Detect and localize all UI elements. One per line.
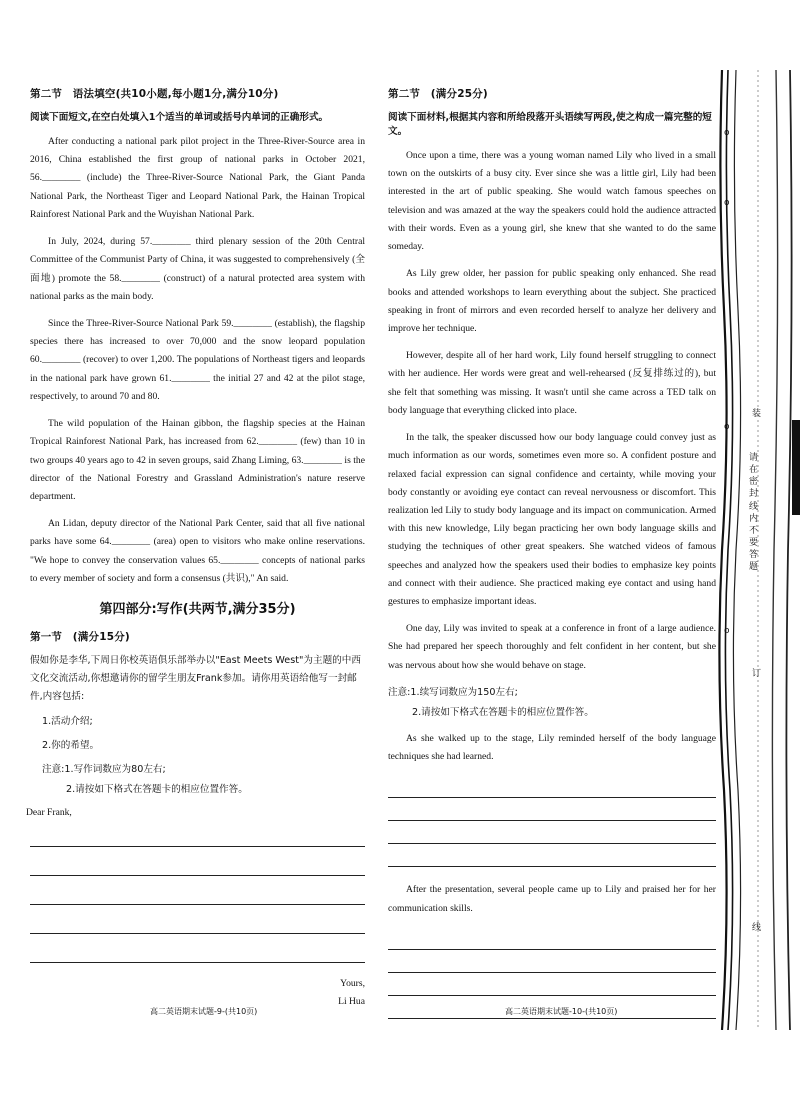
answer-line	[30, 905, 365, 934]
continuation-note: 2.请按如下格式在答题卡的相应位置作答。	[412, 706, 594, 718]
answer-lines	[30, 818, 365, 963]
answer-line	[388, 950, 716, 973]
answer-line	[388, 927, 716, 950]
continuation-instruction: 阅读下面材料,根据其内容和所给段落开头语续写两段,使之构成一篇完整的短文。	[388, 112, 712, 137]
answer-line	[388, 821, 716, 844]
grammar-section-heading: 第二节 语法填空(共10小题,每小题1分,满分10分)	[30, 88, 279, 100]
passage-paragraph: The wild population of the Hainan gibbon, the flagship species at the Hainan Tropical Rainforest National Park, has increased from 62.________ (few) than 10 in two groups 40 years ago to 42 in seven groups, said Zhang Liming, 63.________ is the director of the National Forestry and Grassland Administration's nature reserve department.	[30, 418, 365, 502]
story-paragraph: However, despite all of her hard work, Lily found herself struggling to connect with her audience. Her words were great and well-rehearsed (反复排练过的), but she felt that something was missing. It wasn't until she came across a TED talk on body language that everything clicked into place.	[388, 350, 716, 416]
binding-mark: 订	[752, 669, 762, 679]
signature: Li Hua	[338, 995, 365, 1007]
story-paragraph: One day, Lily was invited to speak at a conference in front of a large audience. She had prepared her speech thoroughly and felt confident in her content, but she was nervous about how she would behave on stage.	[388, 623, 716, 671]
task-item: 1.活动介绍;	[42, 715, 93, 727]
answer-line	[30, 934, 365, 963]
answer-line	[388, 973, 716, 996]
continuation-section-heading: 第二节 (满分25分)	[388, 88, 488, 100]
passage-paragraph: Since the Three-River-Source National Park 59.________ (establish), the flagship species there has increased to over 70,000 and the snow leopard population 60.________ (recover) to over 1,200. The populations of Northeast tigers and leopards in the national park have grown 61.________ the initial 27 and 42 at the pilot stage, respectively, to around 70 and 80.	[30, 317, 365, 402]
answer-lines	[388, 775, 716, 867]
grammar-instruction: 阅读下面短文,在空白处填入1个适当的单词或括号内单词的正确形式。	[30, 112, 329, 123]
story-paragraph: As Lily grew older, her passion for public speaking only enhanced. She read books and attended workshops to learn everything about the subject. She practiced speaking in front of mirrors and even recorded herself to analyze her delivery and improve her technique.	[388, 268, 716, 334]
binding-dark-tab	[792, 420, 800, 515]
answer-line	[388, 775, 716, 798]
continuation-para2-start: After the presentation, several people came up to Lily and praised her for her communication skills.	[388, 884, 716, 914]
passage-paragraph: In July, 2024, during 57.________ third plenary session of the 20th Central Committee of the Communist Party of China, it was suggested to comprehensively (全面地) promote the 58.________ (construct) of a natural protected area system with national parks as the main body.	[30, 236, 365, 302]
task-item: 2.你的希望。	[42, 739, 100, 751]
answer-lines	[388, 927, 716, 1019]
answer-line	[388, 798, 716, 821]
binding-mark: o	[724, 626, 730, 636]
story-paragraph: Once upon a time, there was a young woman named Lily who lived in a small town on the outskirts of a busy city. Ever since she was a little girl, Lily had been interested in the art of public speaking. She would watch famous speeches on television and was amazed at the way the speakers could hold the audience attracted with their words. Even as a young girl, she knew that she wanted to do the same someday.	[388, 150, 716, 253]
binding-margin	[718, 70, 800, 1030]
binding-lines	[718, 70, 800, 1030]
continuation-para1-start: As she walked up to the stage, Lily reminded herself of the body language techniques she had learned.	[388, 732, 716, 763]
writing-task-prompt: 假如你是李华,下周日你校英语俱乐部举办以"East Meets West"为主题的中西文化交流活动,你想邀请你的留学生朋友Frank参加。请你用英语给他写一封邮件,内容包括:	[30, 655, 361, 703]
answer-line	[30, 876, 365, 905]
letter-salutation: Dear Frank,	[26, 806, 72, 818]
binding-mark: o	[724, 128, 730, 138]
answer-line	[30, 847, 365, 876]
story-paragraph: In the talk, the speaker discussed how our body language could convey just as much information as our words, sometimes even more so. A confident posture and relaxed facial expression can signal confidence and certainty, while moving your body constantly or avoiding eye contact can reveal nervousness or discomfort. This realization led Lily to study body language and its impact on communication. Armed with this new knowledge, Lily began practicing her own body language skills and studying the techniques of other great speakers. She watched videos of famous speeches and analyzed how the speakers used their bodies to emphasize key points and connect with their audience. She practiced making eye contact and using hand gestures to emphasize important ideas.	[388, 432, 716, 608]
right-column	[388, 86, 716, 1019]
answer-line	[388, 844, 716, 867]
left-column	[26, 86, 365, 1011]
page-footer-left: 高二英语期末试题-9-(共10页)	[150, 1007, 258, 1016]
binding-mark: 线	[752, 923, 762, 933]
binding-warning-text: 请在密封线内不要答题	[749, 453, 759, 573]
passage-paragraph: After conducting a national park pilot project in the Three-River-Source area in 2016, China established the first group of national parks in October 2021, 56.________ (include) the Three-River-Source National Park, the Giant Panda National Park, the Northeast Tiger and Leopard National Park, the Hainan Tropical Rainforest National Park and the Wuyishan National Park.	[30, 136, 365, 220]
passage-paragraph: An Lidan, deputy director of the National Park Center, said that all five national parks have some 64.________ (area) open to visitors who make online reservations. "We hope to convey the conservation values 65.________ concepts of national parks to every member of society and form a consensus (共识)," An said.	[30, 518, 365, 584]
answer-line	[30, 818, 365, 847]
page-footer-right: 高二英语期末试题-10-(共10页)	[505, 1007, 618, 1016]
continuation-note: 注意:1.续写词数应为150左右;	[388, 686, 518, 698]
binding-mark: o	[724, 422, 730, 432]
writing-note: 注意:1.写作词数应为80左右;	[42, 763, 166, 775]
writing-part-heading: 第四部分:写作(共两节,满分35分)	[99, 602, 296, 618]
writing-note: 2.请按如下格式在答题卡的相应位置作答。	[66, 783, 248, 795]
binding-mark: o	[724, 198, 730, 208]
binding-mark: 装	[752, 409, 762, 419]
closing-word: Yours,	[340, 977, 365, 989]
writing-section1-heading: 第一节 (满分15分)	[30, 631, 130, 644]
